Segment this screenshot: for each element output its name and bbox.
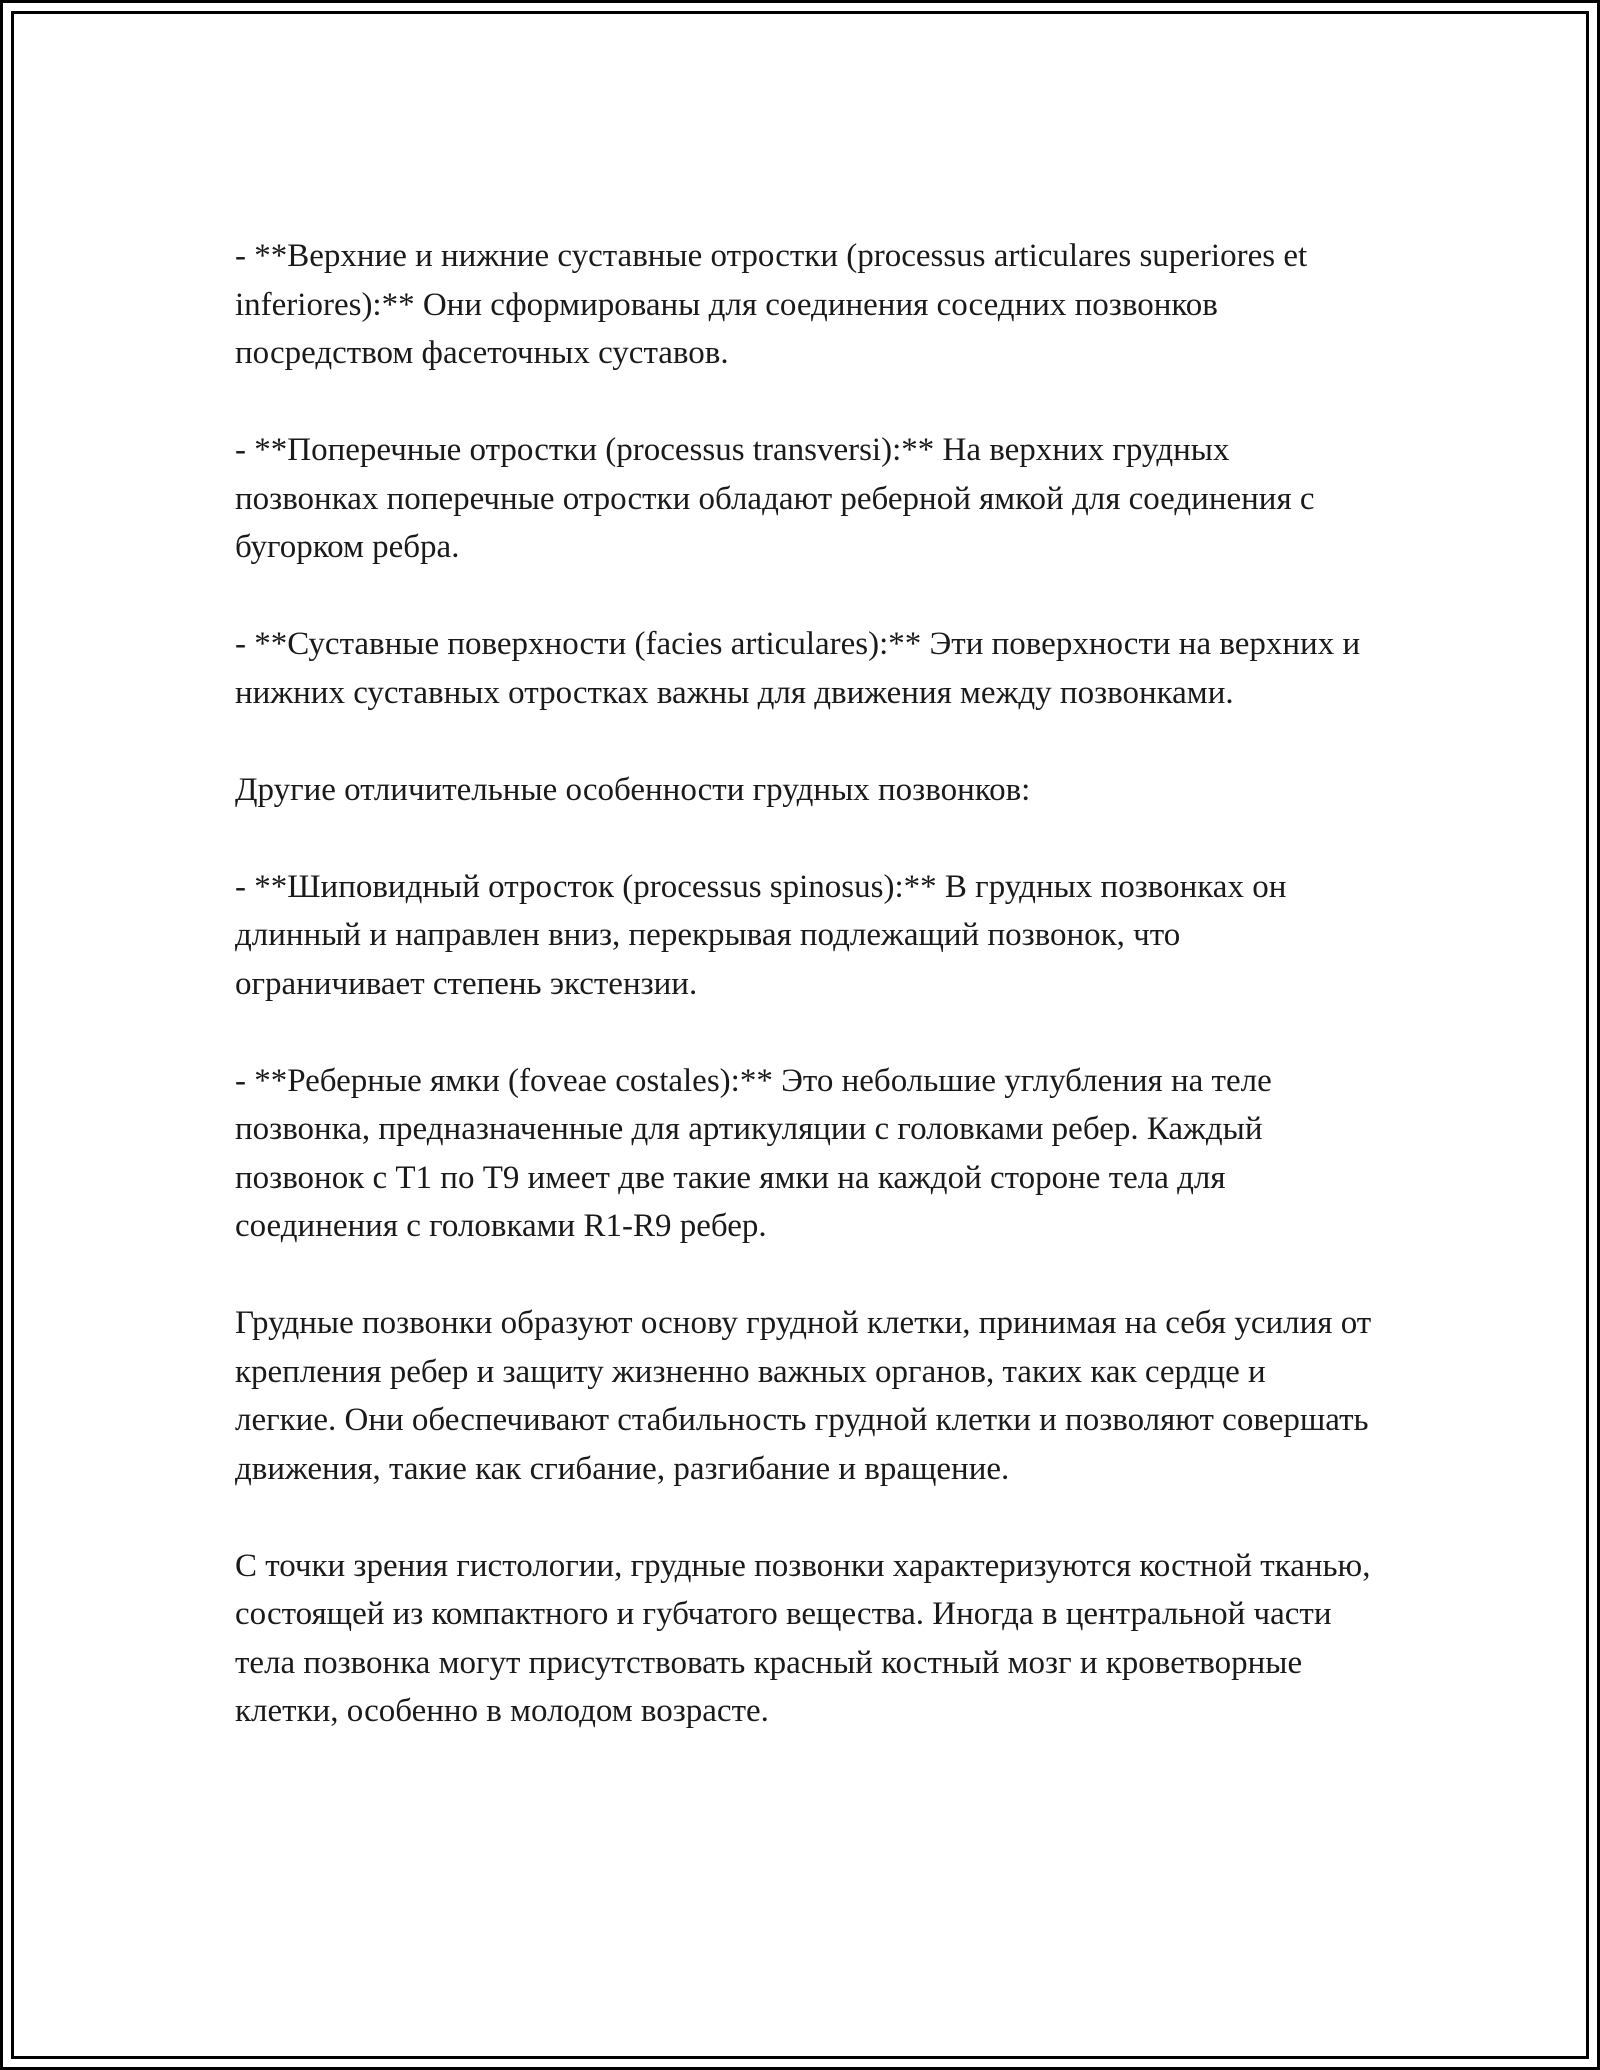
paragraph-articular-surfaces: - **Суставные поверхности (facies articulares):** Эти поверхности на верхних и нижних суставных отростках важны для движения между позвонками. [235,626,1361,711]
paragraph-transverse-processes: - **Поперечные отростки (processus transversi):** На верхних грудных позвонках поперечные отростки обладают реберной ямкой для соединения с бугорком ребра. [235,432,1315,565]
paragraph-articular-processes: - **Верхние и нижние суставные отростки (processus articulares superiores et inferiores):** Они сформированы для соединения соседних позвонков посредством фасеточных суставов. [235,238,1308,371]
paragraph-other-features-heading: Другие отличительные особенности грудных позвонков: [235,771,1031,808]
paragraph-histology: С точки зрения гистологии, грудные позвонки характеризуются костной тканью, состоящей из компактного и губчатого вещества. Иногда в центральной части тела позвонка могут присутствовать красный костный мозг и кроветворные клетки, особенно в молодом возрасте. [235,1547,1371,1729]
paragraph-spinous-process: - **Шиповидный отросток (processus spinosus):** В грудных позвонках он длинный и направлен вниз, перекрывая подлежащий позвонок, что ограничивает степень экстензии. [235,868,1287,1002]
paragraph-thoracic-cage-role: Грудные позвонки образуют основу грудной клетки, принимая на себя усилия от крепления ребер и защиту жизненно важных органов, таких как сердце и легкие. Они обеспечивают стабильность грудной клетки и позволяют совершать движения, такие как сгибание, разгибание и вращение. [235,1305,1372,1487]
document-body [235,232,1375,1736]
paragraph-costal-facets: - **Реберные ямки (foveae costales):** Это небольшие углубления на теле позвонка, предназначенные для артикуляции с головками ребер. Каждый позвонок с T1 по T9 имеет две такие ямки на каждой стороне тела для соединения с головками R1-R9 ребер. [235,1062,1272,1244]
